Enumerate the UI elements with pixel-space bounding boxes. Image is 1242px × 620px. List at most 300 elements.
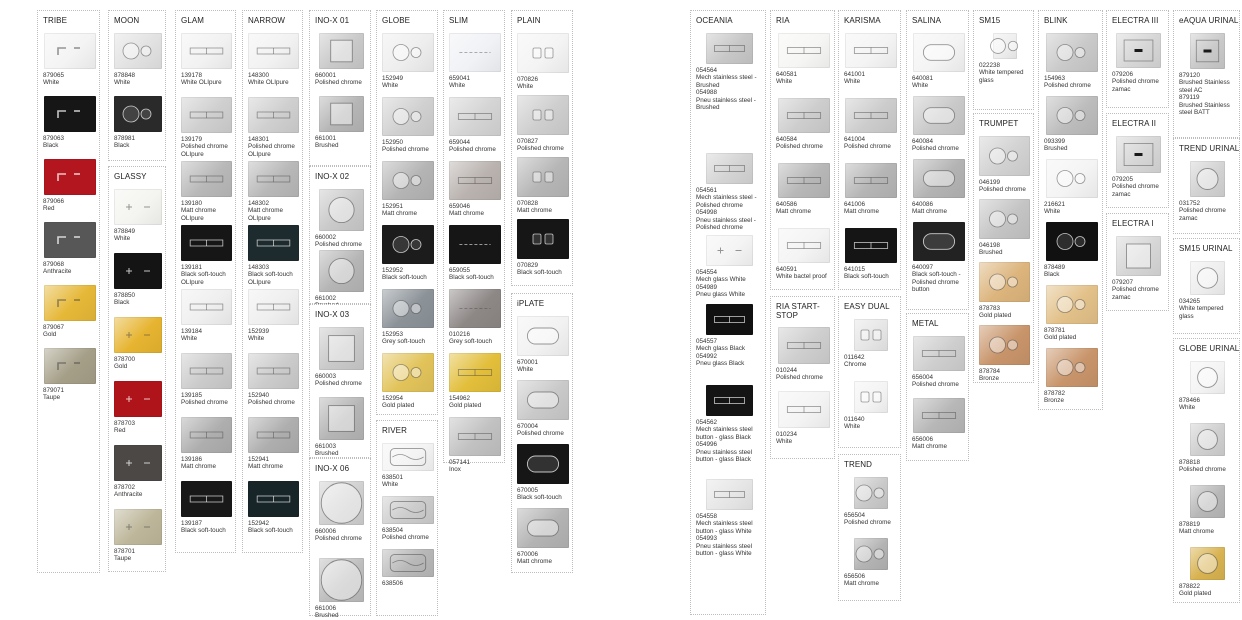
product-card[interactable] bbox=[839, 228, 900, 281]
product-card[interactable] bbox=[310, 189, 370, 249]
category-title: GLAM bbox=[181, 16, 205, 25]
flush-plate-swatch bbox=[1046, 285, 1098, 324]
product-card[interactable] bbox=[243, 481, 302, 535]
product-card[interactable] bbox=[512, 95, 572, 153]
product-card[interactable] bbox=[243, 225, 302, 286]
product-description: White bbox=[844, 78, 861, 86]
category-title: INO-X 06 bbox=[315, 464, 350, 473]
product-description: Polished chrome bbox=[315, 380, 362, 388]
product-card[interactable] bbox=[38, 96, 99, 150]
product-code: 070827 bbox=[517, 138, 539, 145]
product-code: 054562 bbox=[696, 419, 718, 426]
product-description: Black soft-touch bbox=[248, 527, 293, 535]
product-code: 031752 bbox=[1179, 200, 1201, 207]
product-description: Matt chrome bbox=[248, 463, 283, 471]
category-metal bbox=[906, 313, 969, 461]
product-card[interactable] bbox=[109, 96, 165, 150]
category-title: TRIBE bbox=[43, 16, 68, 25]
product-card[interactable] bbox=[310, 250, 370, 302]
product-description: White bbox=[382, 481, 399, 489]
product-card[interactable] bbox=[444, 33, 504, 90]
product-description: Inox bbox=[449, 466, 461, 474]
product-description: White bbox=[382, 82, 399, 90]
flush-plate-swatch bbox=[778, 391, 830, 428]
product-card[interactable] bbox=[1039, 159, 1102, 216]
product-card[interactable] bbox=[310, 481, 370, 543]
category-title: KARISMA bbox=[844, 16, 881, 25]
product-card[interactable] bbox=[38, 222, 99, 276]
product-card[interactable] bbox=[310, 96, 370, 150]
category-title: RIA START-STOP bbox=[776, 302, 820, 320]
product-description: Chrome bbox=[844, 361, 867, 369]
product-card[interactable] bbox=[839, 33, 900, 86]
product-card[interactable] bbox=[310, 33, 370, 87]
product-code: 879071 bbox=[43, 387, 65, 394]
product-card[interactable] bbox=[1039, 222, 1102, 279]
product-code: 093399 bbox=[1044, 138, 1066, 145]
product-card[interactable] bbox=[771, 98, 834, 151]
product-code: 216621 bbox=[1044, 201, 1066, 208]
category-title: SM15 bbox=[979, 16, 1001, 25]
flush-plate-swatch bbox=[449, 289, 501, 328]
product-code: 054993 bbox=[696, 535, 718, 543]
product-card[interactable] bbox=[907, 33, 968, 90]
product-card[interactable] bbox=[38, 33, 99, 87]
product-card[interactable] bbox=[691, 385, 765, 464]
product-card[interactable] bbox=[1039, 33, 1102, 90]
product-code: 154962 bbox=[449, 395, 471, 402]
product-card[interactable] bbox=[109, 445, 165, 499]
product-card[interactable] bbox=[1174, 33, 1239, 117]
product-card[interactable] bbox=[310, 558, 370, 620]
product-code: 148303 bbox=[248, 264, 270, 271]
flush-plate-swatch bbox=[382, 225, 434, 264]
product-code: 879063 bbox=[43, 135, 65, 142]
product-code: 054558 bbox=[696, 513, 718, 520]
product-code: 656504 bbox=[844, 512, 866, 519]
product-card[interactable] bbox=[444, 353, 504, 410]
flush-plate-swatch bbox=[706, 479, 753, 510]
category-title: eAQUA URINAL bbox=[1179, 16, 1239, 25]
product-description: Polished chrome bbox=[315, 241, 362, 249]
product-card[interactable] bbox=[377, 443, 437, 489]
flush-plate-swatch bbox=[979, 199, 1030, 239]
product-code: 660002 bbox=[315, 234, 337, 241]
product-card[interactable] bbox=[377, 161, 437, 218]
product-description: Red bbox=[43, 205, 55, 213]
flush-plate-swatch bbox=[44, 159, 96, 195]
product-card[interactable] bbox=[1174, 361, 1239, 412]
product-card[interactable] bbox=[974, 33, 1033, 84]
product-description: Black bbox=[1044, 271, 1060, 279]
product-card[interactable] bbox=[176, 161, 235, 222]
flush-plate-swatch bbox=[1190, 485, 1225, 518]
product-description: Matt chrome bbox=[912, 443, 947, 451]
flush-plate-swatch bbox=[979, 325, 1030, 365]
product-code: 640581 bbox=[776, 71, 798, 78]
product-card[interactable] bbox=[109, 189, 165, 243]
flush-plate-swatch bbox=[1190, 361, 1225, 394]
flush-plate-swatch bbox=[248, 33, 299, 69]
category-title: METAL bbox=[912, 319, 939, 328]
product-description: Polished chrome bbox=[315, 535, 362, 543]
product-card[interactable] bbox=[1174, 261, 1239, 320]
flush-plate-swatch bbox=[382, 161, 434, 200]
product-card[interactable] bbox=[691, 33, 765, 112]
product-description: Pneu stainless steel - Brushed bbox=[696, 96, 756, 112]
product-description: White bbox=[1179, 404, 1196, 412]
product-description: Matt chrome bbox=[517, 207, 552, 215]
product-card[interactable] bbox=[1107, 33, 1168, 93]
product-card[interactable] bbox=[310, 397, 370, 458]
product-description: Gold plated bbox=[979, 312, 1012, 320]
product-card[interactable] bbox=[512, 33, 572, 91]
product-card[interactable] bbox=[109, 509, 165, 563]
flush-plate-swatch bbox=[913, 336, 965, 371]
product-description: Anthracite bbox=[43, 268, 72, 276]
product-code: 670004 bbox=[517, 423, 539, 430]
product-card[interactable] bbox=[771, 391, 834, 446]
category-title: INO-X 03 bbox=[315, 310, 350, 319]
product-description: Polished chrome bbox=[1044, 82, 1091, 90]
product-card[interactable] bbox=[38, 348, 99, 402]
product-description: Grey soft-touch bbox=[449, 338, 493, 346]
product-description: Matt chrome bbox=[382, 210, 417, 218]
product-card[interactable] bbox=[907, 96, 968, 153]
product-code: 659046 bbox=[449, 203, 471, 210]
category-ino-x-02 bbox=[309, 166, 371, 304]
flush-plate-swatch bbox=[1190, 423, 1225, 456]
product-card[interactable] bbox=[109, 381, 165, 435]
flush-plate-swatch bbox=[248, 353, 299, 389]
flush-plate-swatch bbox=[248, 97, 299, 133]
product-card[interactable] bbox=[176, 289, 235, 343]
product-card[interactable] bbox=[839, 381, 900, 431]
product-card[interactable] bbox=[839, 319, 900, 369]
flush-plate-swatch bbox=[979, 262, 1030, 302]
category-title: ELECTRA III bbox=[1112, 16, 1159, 25]
product-card[interactable] bbox=[109, 317, 165, 371]
product-description: Black soft-touch - Polished chrome button bbox=[912, 271, 961, 294]
product-card[interactable] bbox=[974, 262, 1033, 320]
flush-plate-swatch bbox=[319, 558, 364, 602]
category-title: SALINA bbox=[912, 16, 942, 25]
product-code: 879119 bbox=[1179, 94, 1200, 102]
product-description: White bbox=[248, 335, 265, 343]
flush-plate-swatch bbox=[913, 96, 965, 135]
product-card[interactable] bbox=[377, 549, 437, 587]
product-card[interactable] bbox=[243, 353, 302, 407]
category-globe-urinal bbox=[1173, 338, 1240, 603]
product-card[interactable] bbox=[1107, 136, 1168, 198]
product-card[interactable] bbox=[377, 496, 437, 542]
product-card[interactable] bbox=[771, 228, 834, 281]
product-card[interactable] bbox=[444, 289, 504, 346]
flush-plate-swatch bbox=[382, 549, 434, 577]
product-card[interactable] bbox=[243, 161, 302, 222]
product-card[interactable] bbox=[38, 285, 99, 339]
product-description: Gold bbox=[43, 331, 57, 339]
product-card[interactable] bbox=[907, 336, 968, 389]
product-card[interactable] bbox=[176, 225, 235, 286]
flush-plate-swatch bbox=[778, 327, 830, 364]
category-trend bbox=[838, 454, 901, 601]
flush-plate-swatch bbox=[319, 397, 364, 440]
product-card[interactable] bbox=[243, 97, 302, 158]
product-card[interactable] bbox=[377, 97, 437, 154]
product-code: 152950 bbox=[382, 139, 404, 146]
flush-plate-swatch bbox=[1190, 161, 1225, 197]
product-code: 656006 bbox=[912, 436, 934, 443]
product-card[interactable] bbox=[243, 33, 302, 87]
product-code: 054564 bbox=[696, 67, 718, 74]
product-description: Grey soft-touch bbox=[382, 338, 426, 346]
flush-plate-swatch bbox=[449, 33, 501, 72]
product-description: White tempered glass bbox=[979, 69, 1024, 84]
product-card[interactable] bbox=[512, 508, 572, 566]
product-card[interactable] bbox=[512, 444, 572, 502]
product-description: Gold plated bbox=[1179, 590, 1212, 598]
product-code: 661003 bbox=[315, 443, 337, 450]
product-code: 139187 bbox=[181, 520, 203, 527]
product-description: Black bbox=[43, 142, 59, 150]
product-card[interactable] bbox=[512, 380, 572, 438]
product-code: 641006 bbox=[844, 201, 866, 208]
product-card[interactable] bbox=[1174, 547, 1239, 598]
product-card[interactable] bbox=[377, 225, 437, 282]
product-card[interactable] bbox=[771, 327, 834, 382]
product-card[interactable] bbox=[444, 97, 504, 154]
product-card[interactable] bbox=[1107, 236, 1168, 301]
product-description: Red bbox=[114, 427, 126, 435]
product-card[interactable] bbox=[310, 327, 370, 388]
product-card[interactable] bbox=[839, 98, 900, 151]
product-description: Polished chrome OLIpure bbox=[181, 143, 228, 158]
product-code: 046198 bbox=[979, 242, 1001, 249]
product-description: Polished chrome zamac bbox=[1112, 286, 1159, 301]
product-card[interactable] bbox=[907, 159, 968, 216]
product-card[interactable] bbox=[974, 136, 1033, 194]
product-card[interactable] bbox=[38, 159, 99, 213]
product-code: 878702 bbox=[114, 484, 136, 491]
product-card[interactable] bbox=[1174, 161, 1239, 222]
category-title: GLASSY bbox=[114, 172, 147, 181]
product-card[interactable] bbox=[176, 481, 235, 535]
product-card[interactable] bbox=[243, 289, 302, 343]
product-description: Gold bbox=[114, 363, 128, 371]
flush-plate-swatch bbox=[706, 235, 753, 266]
product-card[interactable] bbox=[512, 219, 572, 277]
product-card[interactable] bbox=[377, 33, 437, 90]
product-card[interactable] bbox=[512, 157, 572, 215]
category-globe bbox=[376, 10, 438, 415]
flush-plate-swatch bbox=[854, 319, 888, 351]
product-card[interactable] bbox=[176, 33, 235, 87]
product-code: 148300 bbox=[248, 72, 270, 79]
category-electra-iii bbox=[1106, 10, 1169, 108]
product-code: 046199 bbox=[979, 179, 1001, 186]
product-description: Polished chrome bbox=[844, 143, 891, 151]
product-description: Polished chrome bbox=[181, 399, 228, 407]
flush-plate-swatch bbox=[248, 225, 299, 261]
category-tribe bbox=[37, 10, 100, 573]
product-card[interactable] bbox=[771, 163, 834, 216]
product-card[interactable] bbox=[691, 304, 765, 368]
product-description: Brushed bbox=[979, 249, 1003, 257]
product-description: Black soft-touch bbox=[181, 527, 226, 535]
flush-plate-swatch bbox=[181, 161, 232, 197]
category-title: ELECTRA II bbox=[1112, 119, 1157, 128]
category-iplate bbox=[511, 293, 573, 573]
flush-plate-swatch bbox=[44, 222, 96, 258]
product-card[interactable] bbox=[176, 353, 235, 407]
product-description: Black soft-touch OLIpure bbox=[248, 271, 293, 286]
product-card[interactable] bbox=[691, 153, 765, 232]
product-card[interactable] bbox=[974, 199, 1033, 257]
product-description: Gold plated bbox=[382, 402, 415, 410]
category-karisma bbox=[838, 10, 901, 290]
product-card[interactable] bbox=[839, 477, 900, 527]
product-code: 070828 bbox=[517, 200, 539, 207]
product-card[interactable] bbox=[1039, 96, 1102, 153]
product-code: 070829 bbox=[517, 262, 539, 269]
product-description: Matt chrome bbox=[912, 208, 947, 216]
product-card[interactable] bbox=[1174, 485, 1239, 536]
category-sm15 bbox=[973, 10, 1034, 110]
category-title: RIA bbox=[776, 16, 790, 25]
flush-plate-swatch bbox=[248, 417, 299, 453]
category-title: OCEANIA bbox=[696, 16, 733, 25]
flush-plate-swatch bbox=[382, 353, 434, 392]
category-title: TRUMPET bbox=[979, 119, 1019, 128]
product-description: White bbox=[43, 79, 60, 87]
category-narrow bbox=[242, 10, 303, 553]
flush-plate-swatch bbox=[382, 97, 434, 136]
product-code: 152951 bbox=[382, 203, 404, 210]
product-card[interactable] bbox=[444, 161, 504, 218]
product-card[interactable] bbox=[444, 417, 504, 474]
flush-plate-swatch bbox=[913, 159, 965, 198]
product-card[interactable] bbox=[691, 479, 765, 558]
product-description: Polished chrome zamac bbox=[1179, 207, 1226, 222]
product-card[interactable] bbox=[1039, 348, 1102, 405]
product-description: White bbox=[114, 79, 131, 87]
product-card[interactable] bbox=[974, 325, 1033, 383]
product-card[interactable] bbox=[176, 97, 235, 158]
category-salina bbox=[906, 10, 969, 310]
category-title: BLINK bbox=[1044, 16, 1068, 25]
product-card[interactable] bbox=[243, 417, 302, 471]
flush-plate-swatch bbox=[1046, 96, 1098, 135]
product-code: 054998 bbox=[696, 209, 718, 217]
product-card[interactable] bbox=[839, 538, 900, 588]
product-card[interactable] bbox=[512, 316, 572, 374]
product-code: 660006 bbox=[315, 528, 337, 535]
product-description: White bbox=[776, 438, 793, 446]
product-description: Matt chrome bbox=[181, 463, 216, 471]
product-code: 640081 bbox=[912, 75, 934, 82]
product-code: 148302 bbox=[248, 200, 270, 207]
product-description: Polished chrome bbox=[776, 374, 823, 382]
category-title: EASY DUAL bbox=[844, 302, 890, 311]
product-description: White bbox=[114, 235, 131, 243]
product-card[interactable] bbox=[1174, 423, 1239, 474]
product-description: Mech stainless steel button - glass White bbox=[696, 520, 753, 535]
category-oceania bbox=[690, 10, 766, 615]
product-description: Taupe bbox=[43, 394, 61, 402]
category-moon bbox=[108, 10, 166, 161]
product-card[interactable] bbox=[691, 235, 765, 299]
category-ino-x-06 bbox=[309, 458, 371, 620]
product-card[interactable] bbox=[1039, 285, 1102, 342]
product-description: Anthracite bbox=[114, 491, 143, 499]
product-card[interactable] bbox=[907, 398, 968, 451]
product-code: 661001 bbox=[315, 135, 337, 142]
product-description: Black bbox=[114, 142, 130, 150]
category-ino-x-01 bbox=[309, 10, 371, 166]
category-title: PLAIN bbox=[517, 16, 541, 25]
flush-plate-swatch bbox=[449, 225, 501, 264]
product-code: 879066 bbox=[43, 198, 65, 205]
product-card[interactable] bbox=[907, 222, 968, 294]
product-description: White bbox=[517, 366, 534, 374]
category-electra-i bbox=[1106, 213, 1169, 311]
product-code: 878466 bbox=[1179, 397, 1201, 404]
product-card[interactable] bbox=[444, 225, 504, 282]
product-card[interactable] bbox=[109, 253, 165, 307]
product-code: 638506 bbox=[382, 580, 404, 587]
product-description: Polished chrome bbox=[776, 143, 823, 151]
product-card[interactable] bbox=[839, 163, 900, 216]
product-code: 054989 bbox=[696, 283, 718, 291]
flush-plate-swatch bbox=[449, 161, 501, 200]
product-card[interactable] bbox=[377, 353, 437, 410]
product-code: 659044 bbox=[449, 139, 471, 146]
product-code: 152952 bbox=[382, 267, 404, 274]
product-code: 010244 bbox=[776, 367, 798, 374]
flush-plate-swatch bbox=[248, 481, 299, 517]
category-blink bbox=[1038, 10, 1103, 410]
product-description: Polished chrome zamac bbox=[1112, 183, 1159, 198]
product-description: Gold plated bbox=[449, 402, 482, 410]
product-description: Black bbox=[114, 299, 130, 307]
product-card[interactable] bbox=[771, 33, 834, 86]
flush-plate-swatch bbox=[1190, 33, 1225, 69]
product-code: 878819 bbox=[1179, 521, 1201, 528]
product-description: Black soft-touch OLIpure bbox=[181, 271, 226, 286]
product-card[interactable] bbox=[109, 33, 165, 87]
product-description: White OLIpure bbox=[248, 79, 289, 87]
product-code: 878782 bbox=[1044, 390, 1066, 397]
product-description: White bbox=[844, 423, 861, 431]
flush-plate-swatch bbox=[854, 477, 888, 509]
product-code: 638501 bbox=[382, 474, 404, 481]
product-card[interactable] bbox=[176, 417, 235, 471]
product-card[interactable] bbox=[377, 289, 437, 346]
flush-plate-swatch bbox=[706, 33, 753, 64]
product-description: Polished chrome bbox=[979, 186, 1026, 194]
product-description: Polished chrome bbox=[248, 399, 295, 407]
flush-plate-swatch bbox=[979, 136, 1030, 176]
flush-plate-swatch bbox=[1046, 222, 1098, 261]
product-description: Bronze bbox=[1044, 397, 1064, 405]
product-code: 660001 bbox=[315, 72, 337, 79]
product-description: Polished chrome bbox=[517, 430, 564, 438]
product-description: Brushed bbox=[315, 142, 339, 150]
product-code: 878981 bbox=[114, 135, 136, 142]
category-plain bbox=[511, 10, 573, 286]
product-code: 139181 bbox=[181, 264, 203, 271]
